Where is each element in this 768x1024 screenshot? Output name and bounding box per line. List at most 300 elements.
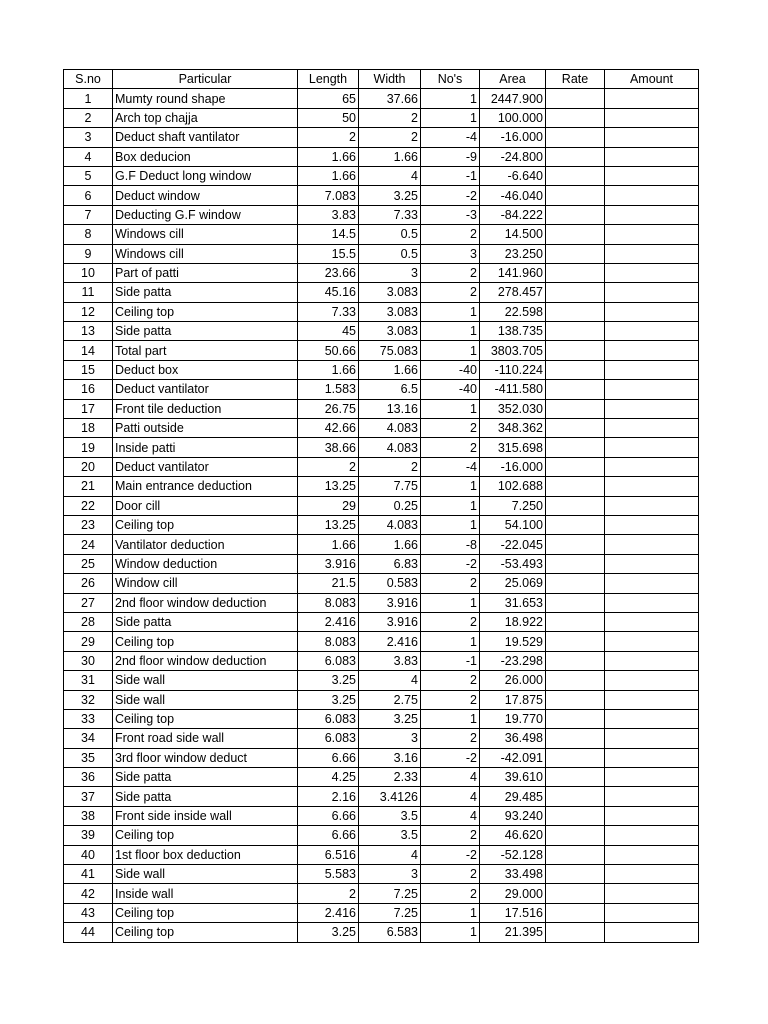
cell-length: 3.25 xyxy=(298,690,359,709)
cell-rate xyxy=(546,593,605,612)
cell-length: 2.416 xyxy=(298,903,359,922)
cell-width: 0.583 xyxy=(359,574,421,593)
cell-particular: Side patta xyxy=(113,612,298,631)
cell-area: 138.735 xyxy=(480,322,546,341)
cell-length: 3.83 xyxy=(298,205,359,224)
cell-nos: -3 xyxy=(421,205,480,224)
cell-area: 348.362 xyxy=(480,419,546,438)
cell-particular: 1st floor box deduction xyxy=(113,845,298,864)
table-row xyxy=(64,399,699,418)
cell-sno: 2 xyxy=(64,108,113,127)
cell-area: 23.250 xyxy=(480,244,546,263)
cell-nos: 1 xyxy=(421,108,480,127)
cell-nos: 2 xyxy=(421,690,480,709)
table-row xyxy=(64,593,699,612)
cell-nos: -2 xyxy=(421,845,480,864)
cell-rate xyxy=(546,923,605,942)
cell-length: 1.66 xyxy=(298,535,359,554)
cell-width: 3.83 xyxy=(359,651,421,670)
cell-rate xyxy=(546,651,605,670)
table-row xyxy=(64,360,699,379)
cell-rate xyxy=(546,438,605,457)
cell-amount xyxy=(605,322,699,341)
cell-particular: Vantilator deduction xyxy=(113,535,298,554)
cell-width: 3.083 xyxy=(359,302,421,321)
cell-sno: 3 xyxy=(64,128,113,147)
cell-area: 17.875 xyxy=(480,690,546,709)
cell-nos: -40 xyxy=(421,380,480,399)
cell-particular: Side wall xyxy=(113,865,298,884)
cell-amount xyxy=(605,399,699,418)
cell-nos: 1 xyxy=(421,496,480,515)
cell-length: 3.25 xyxy=(298,671,359,690)
cell-length: 13.25 xyxy=(298,515,359,534)
cell-rate xyxy=(546,826,605,845)
cell-rate xyxy=(546,263,605,282)
cell-amount xyxy=(605,651,699,670)
cell-sno: 29 xyxy=(64,632,113,651)
cell-rate xyxy=(546,166,605,185)
cell-sno: 20 xyxy=(64,457,113,476)
cell-length: 6.66 xyxy=(298,826,359,845)
cell-amount xyxy=(605,263,699,282)
cell-nos: 3 xyxy=(421,244,480,263)
table-row xyxy=(64,244,699,263)
table-row xyxy=(64,477,699,496)
cell-sno: 44 xyxy=(64,923,113,942)
cell-area: -16.000 xyxy=(480,128,546,147)
cell-amount xyxy=(605,845,699,864)
cell-area: 93.240 xyxy=(480,806,546,825)
cell-area: 19.770 xyxy=(480,709,546,728)
table-row xyxy=(64,709,699,728)
cell-rate xyxy=(546,554,605,573)
table-row xyxy=(64,845,699,864)
table-row xyxy=(64,826,699,845)
cell-area: 46.620 xyxy=(480,826,546,845)
cell-particular: Window cill xyxy=(113,574,298,593)
cell-nos: 2 xyxy=(421,283,480,302)
cell-particular: Deducting G.F window xyxy=(113,205,298,224)
cell-area: 141.960 xyxy=(480,263,546,282)
cell-rate xyxy=(546,709,605,728)
cell-width: 3.916 xyxy=(359,612,421,631)
cell-sno: 27 xyxy=(64,593,113,612)
cell-length: 3.25 xyxy=(298,923,359,942)
cell-sno: 9 xyxy=(64,244,113,263)
cell-rate xyxy=(546,612,605,631)
cell-nos: 1 xyxy=(421,322,480,341)
cell-width: 3 xyxy=(359,865,421,884)
header-rate: Rate xyxy=(546,70,605,89)
cell-amount xyxy=(605,632,699,651)
cell-width: 7.75 xyxy=(359,477,421,496)
cell-area: 39.610 xyxy=(480,768,546,787)
cell-sno: 10 xyxy=(64,263,113,282)
cell-particular: Side patta xyxy=(113,768,298,787)
cell-area: 7.250 xyxy=(480,496,546,515)
table-row xyxy=(64,748,699,767)
cell-nos: 2 xyxy=(421,438,480,457)
cell-width: 6.5 xyxy=(359,380,421,399)
cell-width: 3.083 xyxy=(359,283,421,302)
cell-sno: 22 xyxy=(64,496,113,515)
table-row xyxy=(64,787,699,806)
cell-nos: 4 xyxy=(421,768,480,787)
cell-nos: 1 xyxy=(421,709,480,728)
cell-width: 2 xyxy=(359,457,421,476)
cell-width: 3 xyxy=(359,729,421,748)
cell-amount xyxy=(605,709,699,728)
cell-particular: Deduct shaft vantilator xyxy=(113,128,298,147)
cell-amount xyxy=(605,147,699,166)
header-length: Length xyxy=(298,70,359,89)
cell-rate xyxy=(546,302,605,321)
cell-particular: Window deduction xyxy=(113,554,298,573)
cell-nos: 2 xyxy=(421,729,480,748)
cell-width: 2.75 xyxy=(359,690,421,709)
cell-sno: 21 xyxy=(64,477,113,496)
cell-rate xyxy=(546,399,605,418)
cell-rate xyxy=(546,128,605,147)
cell-particular: 3rd floor window deduct xyxy=(113,748,298,767)
cell-width: 6.83 xyxy=(359,554,421,573)
cell-rate xyxy=(546,632,605,651)
cell-particular: Side patta xyxy=(113,283,298,302)
cell-amount xyxy=(605,535,699,554)
cell-width: 0.25 xyxy=(359,496,421,515)
cell-nos: 1 xyxy=(421,477,480,496)
table-row xyxy=(64,671,699,690)
cell-sno: 18 xyxy=(64,419,113,438)
estimate-table xyxy=(63,69,699,943)
cell-rate xyxy=(546,360,605,379)
cell-nos: 1 xyxy=(421,903,480,922)
cell-rate xyxy=(546,768,605,787)
table-row xyxy=(64,496,699,515)
cell-amount xyxy=(605,128,699,147)
cell-length: 1.66 xyxy=(298,360,359,379)
cell-length: 6.083 xyxy=(298,651,359,670)
cell-particular: Ceiling top xyxy=(113,903,298,922)
cell-particular: Side patta xyxy=(113,322,298,341)
cell-amount xyxy=(605,225,699,244)
header-amount: Amount xyxy=(605,70,699,89)
cell-length: 2.16 xyxy=(298,787,359,806)
cell-amount xyxy=(605,884,699,903)
cell-sno: 35 xyxy=(64,748,113,767)
cell-sno: 14 xyxy=(64,341,113,360)
cell-area: 54.100 xyxy=(480,515,546,534)
cell-width: 37.66 xyxy=(359,89,421,108)
cell-nos: 2 xyxy=(421,419,480,438)
cell-amount xyxy=(605,593,699,612)
cell-area: 33.498 xyxy=(480,865,546,884)
cell-nos: 1 xyxy=(421,632,480,651)
cell-area: 315.698 xyxy=(480,438,546,457)
cell-width: 7.33 xyxy=(359,205,421,224)
cell-amount xyxy=(605,574,699,593)
cell-area: 19.529 xyxy=(480,632,546,651)
cell-area: 26.000 xyxy=(480,671,546,690)
cell-length: 5.583 xyxy=(298,865,359,884)
cell-amount xyxy=(605,768,699,787)
cell-sno: 13 xyxy=(64,322,113,341)
cell-width: 1.66 xyxy=(359,535,421,554)
cell-rate xyxy=(546,322,605,341)
cell-length: 7.33 xyxy=(298,302,359,321)
cell-amount xyxy=(605,865,699,884)
cell-amount xyxy=(605,477,699,496)
table-row xyxy=(64,322,699,341)
cell-length: 42.66 xyxy=(298,419,359,438)
cell-nos: -2 xyxy=(421,554,480,573)
cell-particular: Ceiling top xyxy=(113,923,298,942)
table-row xyxy=(64,806,699,825)
cell-area: 2447.900 xyxy=(480,89,546,108)
cell-rate xyxy=(546,845,605,864)
cell-nos: 2 xyxy=(421,263,480,282)
cell-sno: 7 xyxy=(64,205,113,224)
cell-width: 1.66 xyxy=(359,147,421,166)
cell-length: 1.583 xyxy=(298,380,359,399)
table-row xyxy=(64,380,699,399)
cell-width: 4.083 xyxy=(359,419,421,438)
cell-sno: 24 xyxy=(64,535,113,554)
cell-particular: Main entrance deduction xyxy=(113,477,298,496)
cell-particular: Deduct box xyxy=(113,360,298,379)
cell-sno: 11 xyxy=(64,283,113,302)
cell-rate xyxy=(546,574,605,593)
cell-length: 50.66 xyxy=(298,341,359,360)
cell-amount xyxy=(605,108,699,127)
header-row xyxy=(64,70,699,89)
cell-area: -22.045 xyxy=(480,535,546,554)
cell-length: 2 xyxy=(298,128,359,147)
cell-width: 2 xyxy=(359,108,421,127)
cell-rate xyxy=(546,147,605,166)
table-row xyxy=(64,341,699,360)
cell-width: 3.5 xyxy=(359,826,421,845)
cell-particular: Box deducion xyxy=(113,147,298,166)
cell-nos: -40 xyxy=(421,360,480,379)
table-row xyxy=(64,574,699,593)
cell-amount xyxy=(605,205,699,224)
cell-nos: 1 xyxy=(421,302,480,321)
cell-rate xyxy=(546,787,605,806)
cell-sno: 30 xyxy=(64,651,113,670)
cell-nos: 4 xyxy=(421,787,480,806)
cell-length: 6.66 xyxy=(298,748,359,767)
cell-particular: Side wall xyxy=(113,671,298,690)
cell-area: 36.498 xyxy=(480,729,546,748)
cell-sno: 26 xyxy=(64,574,113,593)
cell-nos: -4 xyxy=(421,128,480,147)
cell-rate xyxy=(546,690,605,709)
cell-sno: 33 xyxy=(64,709,113,728)
cell-amount xyxy=(605,729,699,748)
cell-nos: 2 xyxy=(421,826,480,845)
header-width: Width xyxy=(359,70,421,89)
table-row xyxy=(64,903,699,922)
cell-nos: -2 xyxy=(421,186,480,205)
cell-area: 25.069 xyxy=(480,574,546,593)
table-row xyxy=(64,690,699,709)
table-row xyxy=(64,438,699,457)
cell-length: 6.516 xyxy=(298,845,359,864)
cell-width: 4 xyxy=(359,166,421,185)
cell-nos: 1 xyxy=(421,593,480,612)
cell-area: -52.128 xyxy=(480,845,546,864)
cell-particular: Front side inside wall xyxy=(113,806,298,825)
cell-rate xyxy=(546,515,605,534)
cell-amount xyxy=(605,166,699,185)
cell-particular: Ceiling top xyxy=(113,515,298,534)
cell-width: 13.16 xyxy=(359,399,421,418)
cell-width: 4.083 xyxy=(359,515,421,534)
cell-width: 4.083 xyxy=(359,438,421,457)
table-row xyxy=(64,923,699,942)
cell-length: 6.083 xyxy=(298,709,359,728)
cell-rate xyxy=(546,729,605,748)
cell-amount xyxy=(605,89,699,108)
cell-nos: 2 xyxy=(421,574,480,593)
cell-length: 6.083 xyxy=(298,729,359,748)
cell-amount xyxy=(605,302,699,321)
table-row xyxy=(64,108,699,127)
cell-amount xyxy=(605,186,699,205)
cell-nos: 2 xyxy=(421,612,480,631)
cell-particular: Mumty round shape xyxy=(113,89,298,108)
cell-width: 7.25 xyxy=(359,903,421,922)
cell-width: 3.083 xyxy=(359,322,421,341)
cell-rate xyxy=(546,380,605,399)
cell-amount xyxy=(605,457,699,476)
cell-particular: Total part xyxy=(113,341,298,360)
cell-width: 3.916 xyxy=(359,593,421,612)
cell-nos: 2 xyxy=(421,884,480,903)
cell-sno: 12 xyxy=(64,302,113,321)
cell-rate xyxy=(546,419,605,438)
cell-particular: Patti outside xyxy=(113,419,298,438)
cell-sno: 19 xyxy=(64,438,113,457)
cell-area: 102.688 xyxy=(480,477,546,496)
cell-sno: 25 xyxy=(64,554,113,573)
cell-width: 1.66 xyxy=(359,360,421,379)
cell-particular: Windows cill xyxy=(113,244,298,263)
table-row xyxy=(64,729,699,748)
cell-width: 2.416 xyxy=(359,632,421,651)
cell-amount xyxy=(605,380,699,399)
cell-area: -23.298 xyxy=(480,651,546,670)
cell-width: 7.25 xyxy=(359,884,421,903)
cell-sno: 17 xyxy=(64,399,113,418)
header-nos: No's xyxy=(421,70,480,89)
cell-sno: 32 xyxy=(64,690,113,709)
cell-nos: 1 xyxy=(421,341,480,360)
cell-length: 23.66 xyxy=(298,263,359,282)
cell-sno: 40 xyxy=(64,845,113,864)
cell-length: 2 xyxy=(298,884,359,903)
cell-rate xyxy=(546,477,605,496)
cell-width: 3.25 xyxy=(359,709,421,728)
cell-amount xyxy=(605,515,699,534)
cell-rate xyxy=(546,341,605,360)
cell-rate xyxy=(546,205,605,224)
cell-length: 2.416 xyxy=(298,612,359,631)
cell-nos: 2 xyxy=(421,225,480,244)
cell-rate xyxy=(546,244,605,263)
cell-amount xyxy=(605,787,699,806)
cell-particular: Windows cill xyxy=(113,225,298,244)
cell-length: 26.75 xyxy=(298,399,359,418)
cell-amount xyxy=(605,244,699,263)
table-row xyxy=(64,225,699,244)
cell-width: 0.5 xyxy=(359,225,421,244)
cell-amount xyxy=(605,690,699,709)
cell-nos: -1 xyxy=(421,166,480,185)
cell-width: 75.083 xyxy=(359,341,421,360)
cell-length: 13.25 xyxy=(298,477,359,496)
cell-area: 22.598 xyxy=(480,302,546,321)
cell-nos: 1 xyxy=(421,923,480,942)
cell-width: 3.25 xyxy=(359,186,421,205)
cell-sno: 34 xyxy=(64,729,113,748)
cell-particular: Inside patti xyxy=(113,438,298,457)
table-row xyxy=(64,865,699,884)
cell-particular: Front road side wall xyxy=(113,729,298,748)
cell-amount xyxy=(605,612,699,631)
cell-nos: 1 xyxy=(421,515,480,534)
cell-area: 29.000 xyxy=(480,884,546,903)
cell-area: 352.030 xyxy=(480,399,546,418)
cell-width: 4 xyxy=(359,845,421,864)
cell-amount xyxy=(605,554,699,573)
cell-particular: Deduct vantilator xyxy=(113,380,298,399)
cell-particular: Inside wall xyxy=(113,884,298,903)
cell-length: 1.66 xyxy=(298,166,359,185)
cell-particular: 2nd floor window deduction xyxy=(113,593,298,612)
cell-particular: Ceiling top xyxy=(113,302,298,321)
cell-amount xyxy=(605,826,699,845)
cell-rate xyxy=(546,884,605,903)
cell-sno: 15 xyxy=(64,360,113,379)
cell-length: 65 xyxy=(298,89,359,108)
cell-length: 45.16 xyxy=(298,283,359,302)
cell-area: 29.485 xyxy=(480,787,546,806)
cell-sno: 38 xyxy=(64,806,113,825)
cell-area: -16.000 xyxy=(480,457,546,476)
cell-rate xyxy=(546,535,605,554)
cell-sno: 31 xyxy=(64,671,113,690)
cell-sno: 4 xyxy=(64,147,113,166)
cell-amount xyxy=(605,671,699,690)
cell-area: 278.457 xyxy=(480,283,546,302)
cell-sno: 8 xyxy=(64,225,113,244)
table-row xyxy=(64,186,699,205)
cell-width: 3.16 xyxy=(359,748,421,767)
cell-nos: -9 xyxy=(421,147,480,166)
cell-rate xyxy=(546,865,605,884)
cell-nos: 4 xyxy=(421,806,480,825)
cell-sno: 39 xyxy=(64,826,113,845)
cell-particular: Side wall xyxy=(113,690,298,709)
cell-sno: 41 xyxy=(64,865,113,884)
cell-amount xyxy=(605,923,699,942)
table-row xyxy=(64,302,699,321)
cell-nos: 1 xyxy=(421,89,480,108)
cell-rate xyxy=(546,186,605,205)
